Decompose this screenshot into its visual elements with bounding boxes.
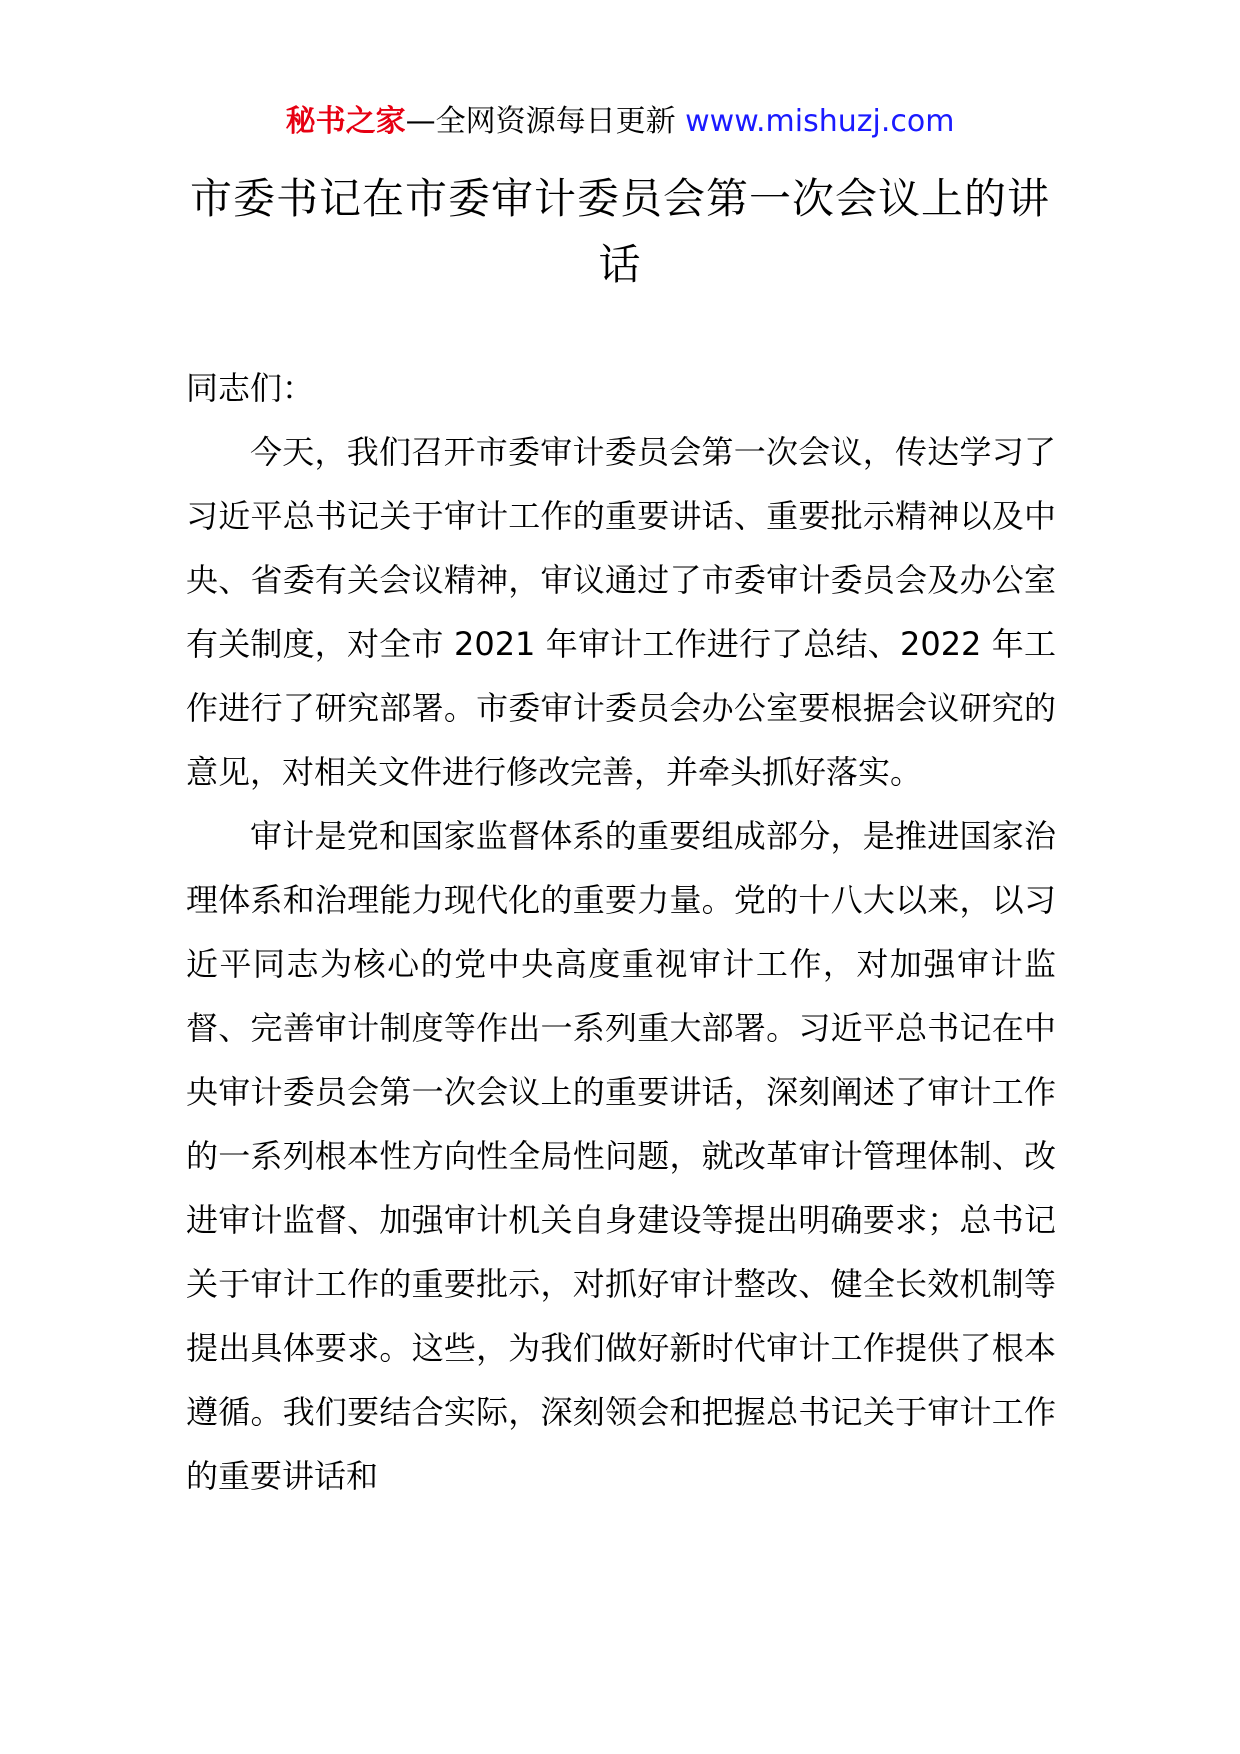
- document-body: [186, 356, 1056, 1508]
- paragraph: 今天，我们召开市委审计委员会第一次会议，传达学习了习近平总书记关于审计工作的重要讲话、重要批示精神以及中央、省委有关会议精神，审议通过了市委审计委员会及办公室有关制度，对全市 2021 年审计工作进行了总结、2022 年工作进行了研究部署。市委审计委员会办公室要根据会议研究的意见，对相关文件进行修改完善，并牵头抓好落实。: [186, 433, 1056, 791]
- brand-name: 秘书之家: [285, 104, 406, 139]
- salutation: 同志们：: [186, 369, 315, 407]
- document-title: 市委书记在市委审计委员会第一次会议上的讲话: [190, 174, 1051, 289]
- site-header: [0, 100, 1240, 144]
- site-url-link[interactable]: www.mishuzj.com: [685, 104, 955, 139]
- paragraph: 审计是党和国家监督体系的重要组成部分，是推进国家治理体系和治理能力现代化的重要力量。党的十八大以来，以习近平同志为核心的党中央高度重视审计工作，对加强审计监督、完善审计制度等作出一系列重大部署。习近平总书记在中央审计委员会第一次会议上的重要讲话，深刻阐述了审计工作的一系列根本性方向性全局性问题，就改革审计管理体制、改进审计监督、加强审计机关自身建设等提出明确要求；总书记关于审计工作的重要批示，对抓好审计整改、健全长效机制等提出具体要求。这些，为我们做好新时代审计工作提供了根本遵循。我们要结合实际，深刻领会和把握总书记关于审计工作的重要讲话和: [186, 817, 1056, 1495]
- header-tagline: —全网资源每日更新: [405, 104, 686, 139]
